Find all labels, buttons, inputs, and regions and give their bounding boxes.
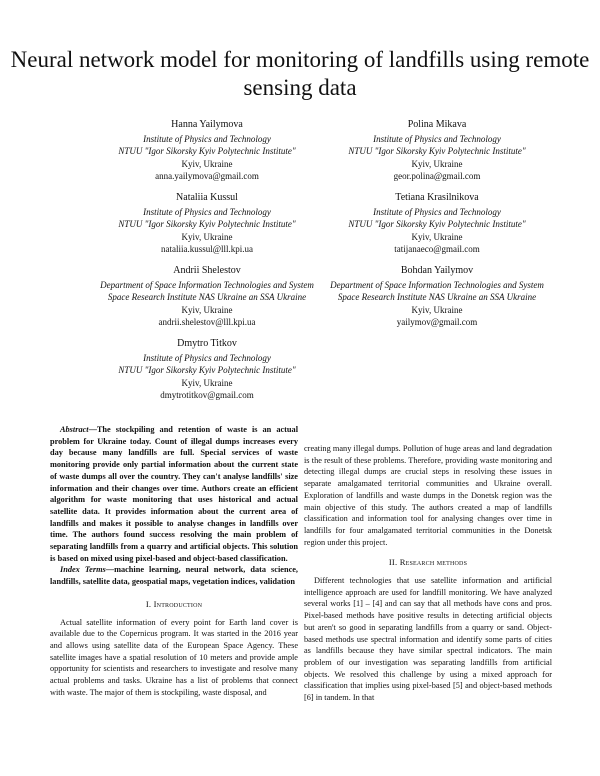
right-column: [304, 443, 552, 704]
author-block-4: [292, 191, 582, 255]
index-terms-text: —machine learning, neural network, data science, landfills, satellite data, geospatial maps, vegetation indices, validation: [50, 565, 299, 587]
section-title: Introduction: [153, 598, 203, 609]
author-city: Kyiv, Ukraine: [181, 377, 233, 388]
left-column: [50, 424, 298, 698]
author-name: Hanna Yailymova: [171, 119, 243, 130]
author-name: Dmytro Titkov: [177, 338, 237, 349]
introduction-paragraph: Actual satellite information of every point for Earth land cover is available due to the Copernicus program. It was started in the 2016 year and allows using satellite data of the European Space Agency. These satellite images have a spatial resolution of 10 meters and provide ample opportunity for scientists and researchers to investigate and resolve many actual problems and tasks. Ukraine has a list of problems that connect with waste. The major of them is stockpiling, waste disposal, and: [50, 617, 298, 697]
author-affiliation: Space Research Institute NAS Ukraine an SSA Ukraine: [337, 292, 537, 303]
author-city: Kyiv, Ukraine: [181, 231, 233, 242]
author-city: Kyiv, Ukraine: [411, 231, 463, 242]
author-affiliation: Institute of Physics and Technology: [373, 134, 501, 144]
author-affiliation: NTUU "Igor Sikorsky Kyiv Polytechnic Institute": [118, 146, 296, 157]
research-methods-paragraph: Different technologies that use satellite information and artificial intelligence approach are used for landfill monitoring. We have analyzed several works [1] – [4] and can say that all methods have cons and pros. Pixel-based methods have positive results in detecting artificial objects but aren't so good in separating landfills from a quarry or sand. Object-based methods use spectral information and identify some parts of cities as landfills because they have similar spectral indicators. The main problem of our investigation was separating landfills from artificial objects. We resolved this challenge by using a mixed approach for classification that implies using pixel-based [5] and object-based methods [6] in tandem. In that: [304, 576, 552, 703]
author-affiliation: Institute of Physics and Technology: [143, 207, 271, 217]
author-block-2: [292, 118, 582, 182]
section-number: II.: [388, 557, 398, 568]
author-city: Kyiv, Ukraine: [411, 304, 463, 315]
author-affiliation: NTUU "Igor Sikorsky Kyiv Polytechnic Institute": [118, 219, 296, 230]
author-affiliation: Institute of Physics and Technology: [143, 353, 271, 363]
author-name: Nataliia Kussul: [176, 192, 238, 203]
author-name: Tetiana Krasilnikova: [395, 192, 479, 203]
author-city: Kyiv, Ukraine: [181, 304, 233, 315]
author-email: tatijanaeco@gmail.com: [394, 243, 480, 254]
section-heading-research-methods: [304, 557, 552, 569]
introduction-paragraph-continued: creating many illegal dumps. Pollution of huge areas and land degradation is the result of these problems. Therefore, providing waste monitoring and detecting illegal dumps are crucial steps in resolving these issues in separate amalgamated territorial communities and Ukraine overall. Exploration of landfills and waste dumps in the Donetsk region was the main objective of this study. The authors created a map of landfills classification and information tool for analysing changes over time in landfills for four amalgamated territorial communities in the Donetsk region under this project.: [304, 444, 552, 547]
author-email: dmytrotitkov@gmail.com: [160, 389, 254, 400]
author-email: anna.yailymova@gmail.com: [155, 170, 259, 181]
section-number: I.: [145, 598, 152, 609]
author-block-7: [62, 337, 352, 401]
author-name: Andrii Shelestov: [173, 265, 241, 276]
section-heading-introduction: [50, 599, 298, 611]
author-affiliation: Department of Space Information Technologies and System: [330, 280, 544, 290]
author-affiliation: NTUU "Igor Sikorsky Kyiv Polytechnic Institute": [348, 219, 526, 230]
author-affiliation: Department of Space Information Technologies and System: [100, 280, 314, 290]
author-name: Polina Mikava: [407, 119, 467, 130]
author-email: nataliia.kussul@lll.kpi.ua: [160, 243, 254, 254]
author-name: Bohdan Yailymov: [400, 265, 474, 276]
section-title: Research methods: [399, 557, 468, 568]
index-terms-label: Index Terms: [60, 565, 106, 575]
paper-title: Neural network model for monitoring of landfills using remote sensing data: [10, 47, 590, 100]
author-city: Kyiv, Ukraine: [411, 158, 463, 169]
author-affiliation: Space Research Institute NAS Ukraine an SSA Ukraine: [107, 292, 307, 303]
author-affiliation: NTUU "Igor Sikorsky Kyiv Polytechnic Institute": [118, 365, 296, 376]
index-terms: [50, 564, 298, 587]
author-affiliation: Institute of Physics and Technology: [373, 207, 501, 217]
author-email: geor.polina@gmail.com: [393, 170, 481, 181]
abstract-text: —The stockpiling and retention of waste is an actual problem for Ukraine today. Count of illegal dumps increases every day because many landfills are full. Special services of waste monitoring provide only partial information about the current state of waste dumps all over the country. They can't analyse landfills' size information and their changes over time. Authors create an efficient algorithm for waste monitoring that uses historical and actual satellite data. It provides information about the current area of landfills and makes it possible to analyse changes in landfills over time. The authors found success resolving the main problem of separating landfills from a quarry and artificial objects. This solution is based on mixed using pixel-based and object-based classification.: [50, 425, 298, 563]
abstract-label: Abstract: [60, 425, 89, 434]
author-block-6: [292, 264, 582, 328]
author-email: yailymov@gmail.com: [396, 316, 478, 327]
author-email: andrii.shelestov@lll.kpi.ua: [158, 316, 256, 327]
author-affiliation: Institute of Physics and Technology: [143, 134, 271, 144]
abstract: [50, 424, 298, 564]
author-city: Kyiv, Ukraine: [181, 158, 233, 169]
author-affiliation: NTUU "Igor Sikorsky Kyiv Polytechnic Institute": [348, 146, 526, 157]
